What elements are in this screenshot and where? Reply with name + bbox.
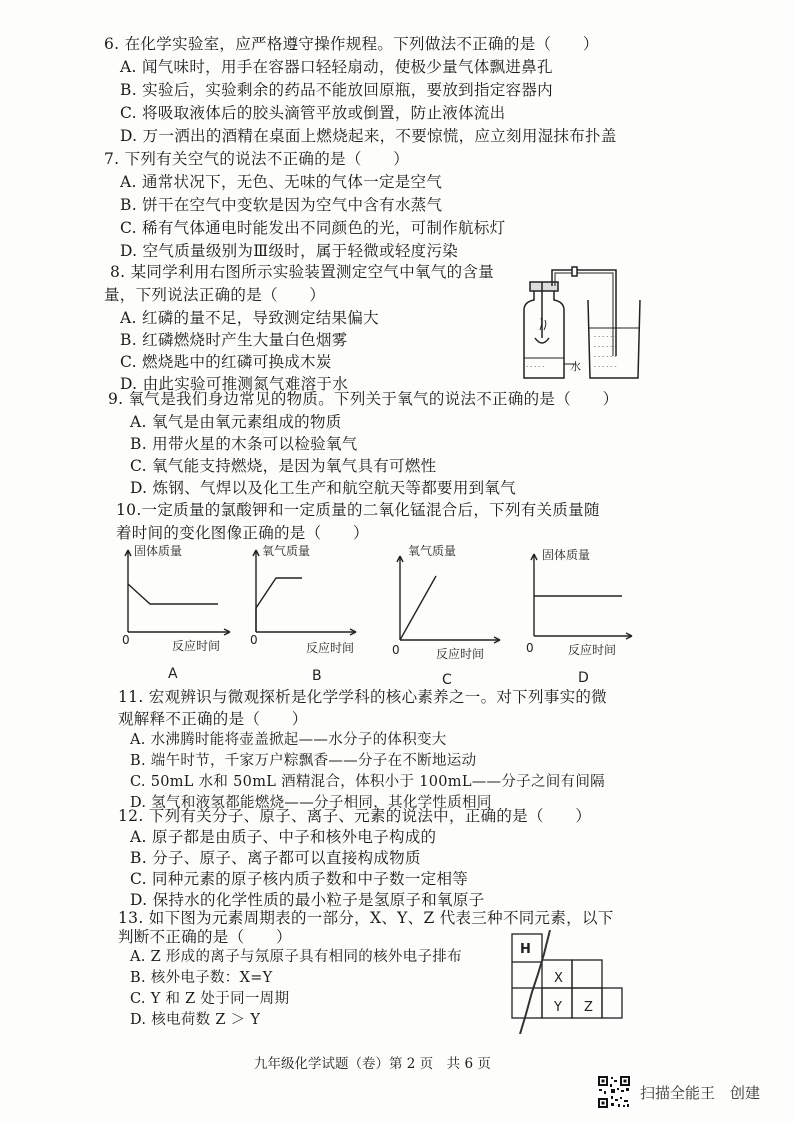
qr-code-icon bbox=[597, 1075, 631, 1109]
q10-stem-line1: 10.一定质量的氯酸钾和一定质量的二氧化锰混合后，下列有关质量随 bbox=[116, 501, 600, 519]
q9-option-a: A. 氧气是由氧元素组成的物质 bbox=[130, 413, 342, 431]
q8-option-a: A. 红磷的量不足，导致测定结果偏大 bbox=[120, 309, 379, 327]
graph-a-origin: 0 bbox=[122, 633, 130, 647]
graph-b-letter: B bbox=[312, 668, 322, 684]
q11-stem-line2: 观解释不正确的是（ ） bbox=[118, 710, 308, 728]
table-h: H bbox=[520, 942, 531, 957]
graph-c-axes bbox=[397, 556, 500, 643]
svg-text:- - - - - -: - - - - - - bbox=[594, 363, 617, 370]
q8-option-b: B. 红磷燃烧时产生大量白色烟雾 bbox=[120, 331, 348, 349]
q11-option-c: C. 50mL 水和 50mL 酒精混合，体积小于 100mL——分子之间有间隔 bbox=[130, 774, 605, 790]
graph-d-origin: 0 bbox=[526, 641, 534, 655]
graph-b-origin: 0 bbox=[250, 633, 258, 647]
page-footer: 九年级化学试题（卷）第 2 页 共 6 页 bbox=[254, 1056, 491, 1072]
graph-c-letter: C bbox=[442, 672, 452, 688]
q12-option-b: B. 分子、原子、离子都可以直接构成物质 bbox=[130, 849, 421, 867]
graph-d-xlabel: 反应时间 bbox=[568, 643, 617, 657]
q7-option-a: A. 通常状况下，无色、无味的气体一定是空气 bbox=[120, 173, 443, 191]
q12-option-a: A. 原子都是由质子、中子和核外电子构成的 bbox=[130, 828, 437, 846]
q6-option-c: C. 将吸取液体后的胶头滴管平放或倒置，防止液体流出 bbox=[120, 104, 506, 122]
q6-option-d: D. 万一洒出的酒精在桌面上燃烧起来，不要惊慌，应立刻用湿抹布扑盖 bbox=[120, 127, 617, 145]
graph-c-xlabel: 反应时间 bbox=[436, 647, 485, 661]
q7-option-b: B. 饼干在空气中变软是因为空气中含有水蒸气 bbox=[120, 196, 443, 214]
q8-option-c: C. 燃烧匙中的红磷可换成木炭 bbox=[120, 353, 332, 371]
q8-stem-line1: 8. 某同学利用右图所示实验装置测定空气中氧气的含量 bbox=[110, 263, 495, 281]
svg-text:- - - - - -: - - - - - - bbox=[594, 353, 617, 360]
graph-b-xlabel: 反应时间 bbox=[306, 641, 355, 655]
graph-a-curve bbox=[128, 584, 218, 604]
table-x: X bbox=[554, 971, 563, 986]
q13-option-c: C. Y 和 Z 处于同一周期 bbox=[130, 991, 290, 1007]
graph-c-origin: 0 bbox=[392, 643, 400, 657]
q11-option-d: D. 氢气和液氢都能燃烧——分子相同，其化学性质相同 bbox=[130, 795, 492, 811]
q6-stem: 6. 在化学实验室，应严格遵守操作规程。下列做法不正确的是（ ） bbox=[104, 35, 599, 53]
table-y: Y bbox=[554, 1000, 562, 1015]
graph-a-axes bbox=[125, 550, 230, 635]
q6-option-a: A. 闻气味时，用手在容器口轻轻扇动，使极少量气体飘进鼻孔 bbox=[120, 58, 553, 76]
graph-d-letter: D bbox=[578, 670, 589, 686]
q10-stem-line2: 着时间的变化图像正确的是（ ） bbox=[116, 524, 369, 542]
q11-option-a: A. 水沸腾时能将壶盖掀起——水分子的体积变大 bbox=[130, 732, 447, 748]
q11-option-b: B. 端午时节，千家万户粽飘香——分子在不断地运动 bbox=[130, 753, 477, 769]
q8-apparatus-figure bbox=[512, 266, 642, 384]
q10-graphs bbox=[110, 540, 650, 690]
q13-option-d: D. 核电荷数 Z ＞ Y bbox=[130, 1012, 261, 1028]
graph-c-curve bbox=[400, 576, 436, 640]
q8-water-label: 水 bbox=[570, 360, 581, 373]
q7-option-c: C. 稀有气体通电时能发出不同颜色的光，可制作航标灯 bbox=[120, 219, 506, 237]
graph-a-xlabel: 反应时间 bbox=[172, 639, 221, 653]
q6-option-b: B. 实验后，实验剩余的药品不能放回原瓶，要放到指定容器内 bbox=[120, 81, 553, 99]
q13-option-a: A. Z 形成的离子与氖原子具有相同的核外电子排布 bbox=[130, 949, 462, 965]
q9-stem: 9. 氧气是我们身边常见的物质。下列关于氧气的说法不正确的是（ ） bbox=[108, 390, 619, 408]
graph-a-letter: A bbox=[168, 666, 178, 682]
q13-periodic-table bbox=[508, 930, 628, 1034]
graph-a-ylabel: 固体质量 bbox=[134, 544, 183, 558]
table-z: Z bbox=[584, 1000, 593, 1015]
q12-option-c: C. 同种元素的原子核内质子数和中子数一定相等 bbox=[130, 870, 469, 888]
q11-stem-line1: 11. 宏观辨识与微观探析是化学学科的核心素养之一。对下列事实的微 bbox=[118, 688, 607, 706]
graph-d-ylabel: 固体质量 bbox=[542, 548, 591, 562]
graph-c-ylabel: 氧气质量 bbox=[408, 544, 457, 558]
graph-b-ylabel: 氧气质量 bbox=[262, 544, 311, 558]
svg-text:- - - - -: - - - - - bbox=[526, 363, 545, 370]
svg-text:- - - - - -: - - - - - - bbox=[594, 333, 617, 340]
q8-option-d: D. 由此实验可推测氮气难溶于水 bbox=[120, 375, 349, 393]
q9-option-d: D. 炼钢、气焊以及化工生产和航空航天等都要用到氧气 bbox=[130, 479, 517, 497]
graph-b-curve bbox=[256, 578, 302, 632]
q8-stem-line2: 量，下列说法正确的是（ ） bbox=[104, 286, 326, 304]
q9-option-c: C. 氧气能支持燃烧，是因为氧气具有可燃性 bbox=[130, 457, 437, 475]
graph-b-axes bbox=[253, 550, 356, 635]
q13-stem-line2: 判断不正确的是（ ） bbox=[118, 928, 292, 946]
q7-stem: 7. 下列有关空气的说法不正确的是（ ） bbox=[104, 150, 410, 168]
q12-stem: 12. 下列有关分子、原子、离子、元素的说法中，正确的是（ ） bbox=[118, 807, 592, 825]
q9-option-b: B. 用带火星的木条可以检验氧气 bbox=[130, 435, 358, 453]
svg-text:- - - - - -: - - - - - - bbox=[594, 343, 617, 350]
q13-option-b: B. 核外电子数：X=Y bbox=[130, 970, 273, 986]
q13-stem-line1: 13. 如下图为元素周期表的一部分，X、Y、Z 代表三种不同元素，以下 bbox=[118, 909, 614, 927]
q7-option-d: D. 空气质量级别为Ⅲ级时，属于轻微或轻度污染 bbox=[120, 242, 459, 260]
q12-option-d: D. 保持水的化学性质的最小粒子是氢原子和氧原子 bbox=[130, 891, 485, 909]
scanner-watermark: 扫描全能王 创建 bbox=[640, 1084, 761, 1102]
